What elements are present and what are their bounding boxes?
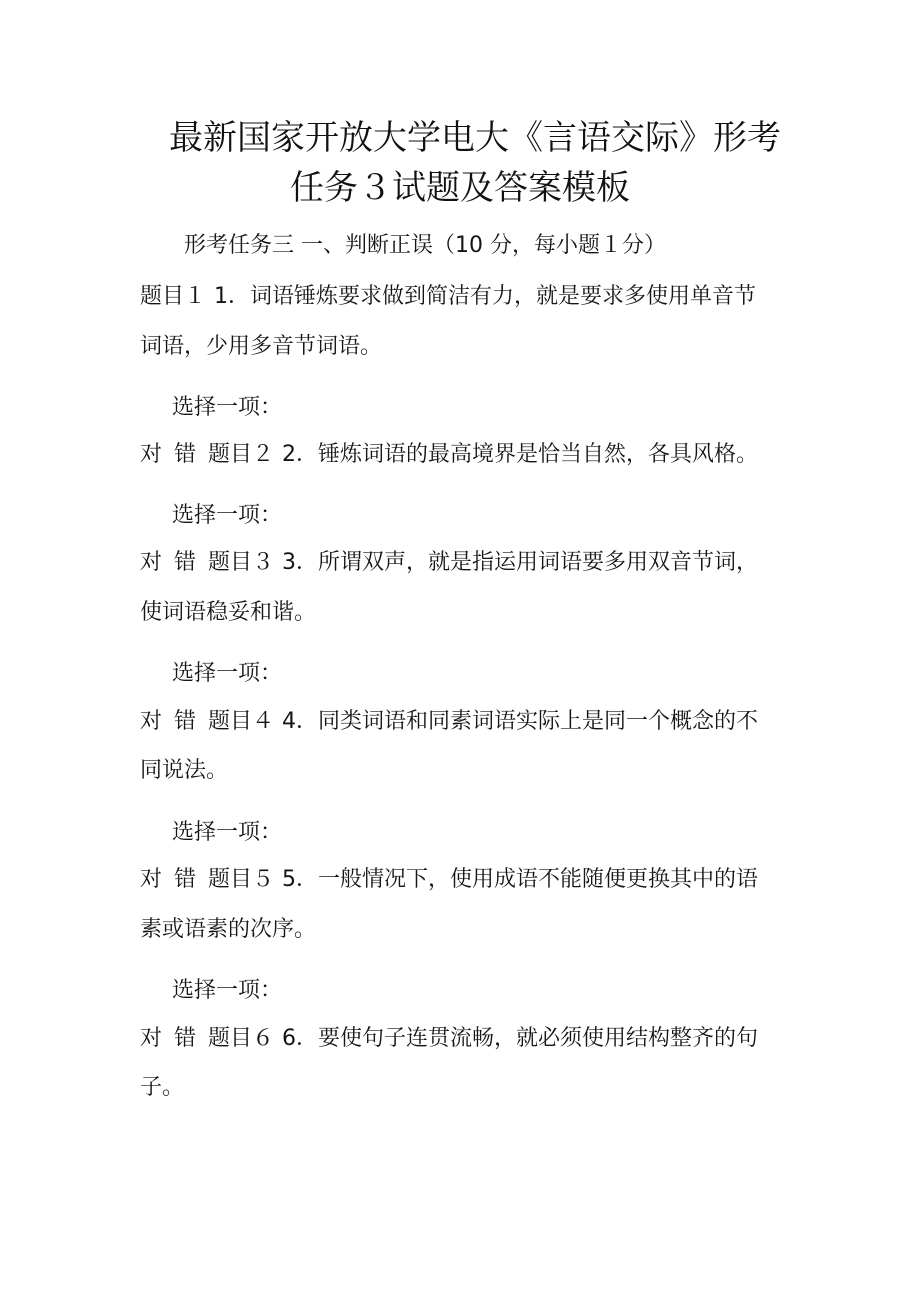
choose-label-1: 选择一项： (172, 395, 283, 420)
question-5-label: 题目５ (208, 867, 275, 892)
question-1-text: 1．词语锤炼要求做到简洁有力，就是要求多使用单音节 (214, 284, 757, 309)
choose-label-2: 选择一项： (172, 503, 283, 528)
section-header: 形考任务三 一、判断正误（10 分，每小题１分） (184, 233, 666, 258)
question-3-label: 题目３ (208, 550, 275, 575)
options-row-3 (140, 708, 758, 736)
question-4-line2: 同说法。 (140, 758, 229, 783)
option-false-1[interactable]: 错 (174, 442, 197, 467)
options-row-2 (140, 549, 758, 577)
question-6-label: 题目６ (208, 1026, 275, 1051)
question-2-text: 2．锤炼词语的最高境界是恰当自然，各具风格。 (282, 442, 759, 467)
question-1-line2: 词语，少用多音节词语。 (140, 334, 383, 359)
option-true-1[interactable]: 对 (140, 442, 163, 467)
question-2-label: 题目２ (208, 442, 275, 467)
option-false-4[interactable]: 错 (174, 867, 197, 892)
option-true-4[interactable]: 对 (140, 867, 163, 892)
document-title-line2: 任务３试题及答案模板 (290, 168, 630, 208)
option-false-2[interactable]: 错 (174, 550, 197, 575)
question-3-text: 3．所谓双声，就是指运用词语要多用双音节词， (282, 550, 759, 575)
question-6-line2: 子。 (140, 1075, 185, 1100)
question-4-text: 4．同类词语和同素词语实际上是同一个概念的不 (282, 709, 759, 734)
question-6-text: 6．要使句子连贯流畅，就必须使用结构整齐的句 (282, 1026, 759, 1051)
choose-label-4: 选择一项： (172, 820, 283, 845)
choose-label-5: 选择一项： (172, 978, 283, 1003)
question-1-line1 (140, 283, 756, 311)
question-3-line2: 使词语稳妥和谐。 (140, 600, 317, 625)
question-5-line2: 素或语素的次序。 (140, 917, 317, 942)
question-1-label: 题目１ (140, 284, 207, 309)
options-row-1 (140, 441, 758, 469)
question-5-text: 5．一般情况下，使用成语不能随便更换其中的语 (282, 867, 759, 892)
option-false-3[interactable]: 错 (174, 709, 197, 734)
option-true-2[interactable]: 对 (140, 550, 163, 575)
options-row-4 (140, 866, 758, 894)
option-true-5[interactable]: 对 (140, 1026, 163, 1051)
options-row-5 (140, 1025, 758, 1053)
choose-label-3: 选择一项： (172, 661, 283, 686)
document-title-line1: 最新国家开放大学电大《言语交际》形考 (169, 118, 781, 158)
option-false-5[interactable]: 错 (174, 1026, 197, 1051)
option-true-3[interactable]: 对 (140, 709, 163, 734)
question-4-label: 题目４ (208, 709, 275, 734)
